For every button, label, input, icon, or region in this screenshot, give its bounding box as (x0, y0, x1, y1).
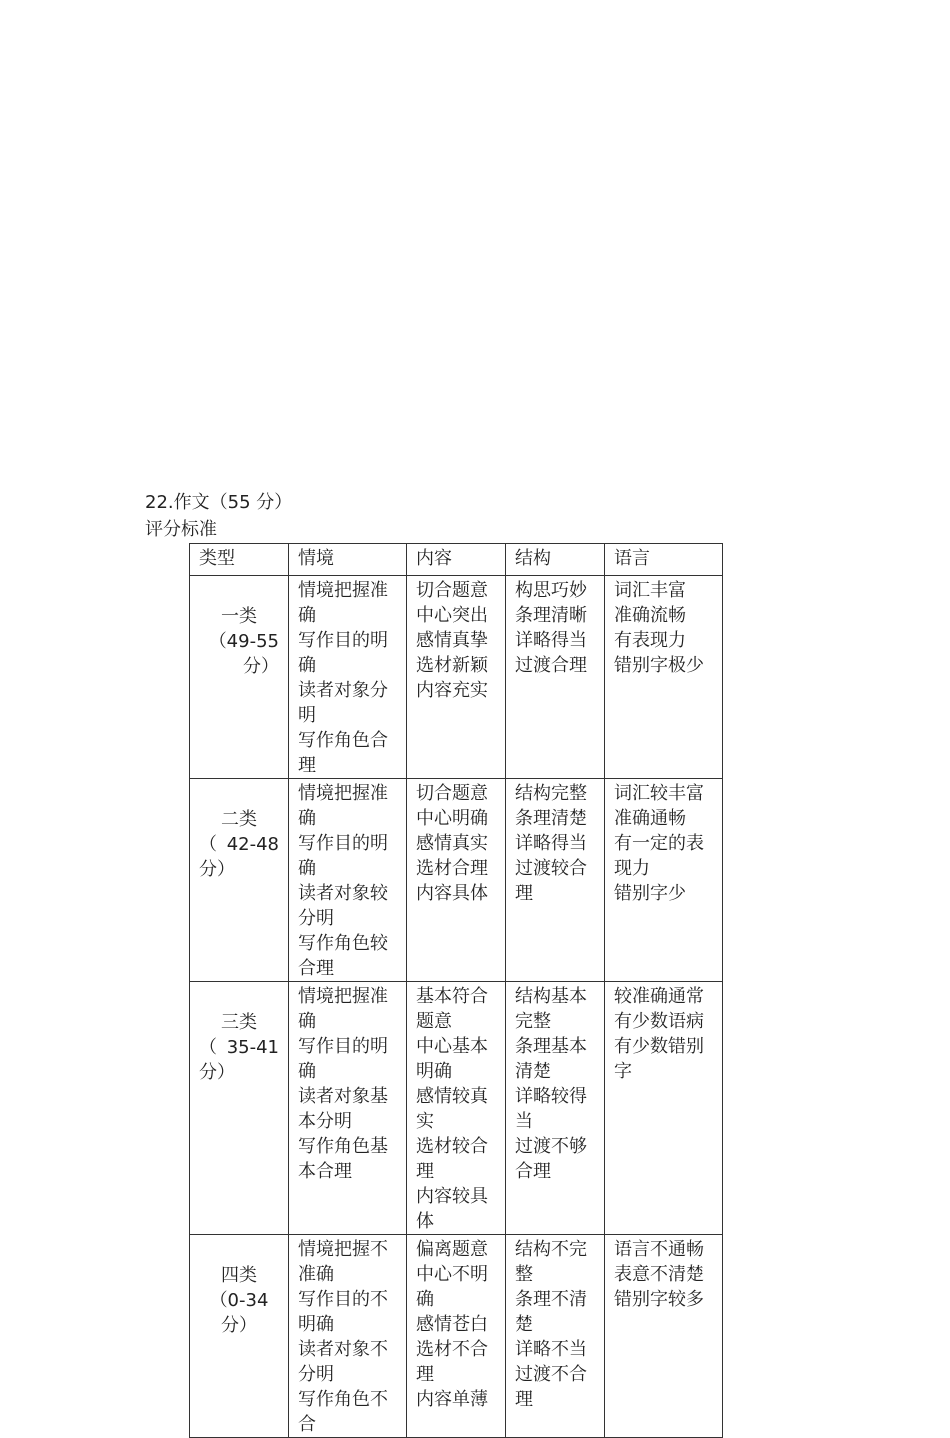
category-range-tail: 分） (199, 1062, 235, 1083)
language-criterion: 表意不清楚 (614, 1264, 704, 1285)
situation-criterion: 写作目的不明确 (298, 1289, 388, 1335)
language-criterion: 准确通畅 (614, 808, 686, 829)
content-criterion: 感情真实 (416, 833, 488, 854)
category-cell (190, 982, 289, 1235)
table-row (190, 779, 723, 982)
situation-criterion: 读者对象不分明 (298, 1339, 388, 1385)
language-criterion: 较准确通常 (614, 986, 704, 1007)
content-cell (407, 576, 506, 779)
structure-criterion: 详略得当 (515, 833, 587, 854)
structure-criterion: 过渡不够合理 (515, 1136, 587, 1182)
situation-cell (289, 982, 407, 1235)
structure-criterion: 详略得当 (515, 630, 587, 651)
content-criterion: 切合题意 (416, 783, 488, 804)
content-cell (407, 1235, 506, 1438)
situation-criterion: 写作角色基本合理 (298, 1136, 388, 1182)
category-range: （49-55 (208, 631, 279, 652)
situation-criterion: 写作目的明确 (298, 1036, 388, 1082)
header-cell-type: 类型 (190, 544, 289, 576)
situation-criterion: 读者对象分明 (298, 680, 388, 726)
category-name: 二类 (221, 809, 257, 830)
category-cell (190, 779, 289, 982)
situation-criterion: 读者对象较分明 (298, 883, 388, 929)
language-criterion: 有表现力 (614, 630, 686, 651)
language-criterion: 错别字少 (614, 883, 686, 904)
section-subtitle: 评分标准 (145, 519, 217, 540)
content-criterion: 内容具体 (416, 883, 488, 904)
situation-criterion: 写作角色不合 (298, 1389, 388, 1435)
table-header-row (190, 544, 723, 576)
content-criterion: 感情较真实 (416, 1086, 488, 1132)
content-criterion: 中心不明确 (416, 1264, 488, 1310)
scoring-table (189, 543, 723, 1438)
structure-criterion: 条理清楚 (515, 808, 587, 829)
language-criterion: 有少数语病 (614, 1011, 704, 1032)
structure-cell (506, 576, 605, 779)
content-criterion: 内容较具体 (416, 1186, 488, 1232)
situation-criterion: 写作目的明确 (298, 630, 388, 676)
language-criterion: 错别字较多 (614, 1289, 704, 1310)
category-range: （ 35-41 (199, 1037, 279, 1058)
content-criterion: 选材不合理 (416, 1339, 488, 1385)
content-criterion: 选材新颖 (416, 655, 488, 676)
structure-criterion: 结构不完整 (515, 1239, 587, 1285)
situation-criterion: 情境把握准确 (298, 986, 388, 1032)
structure-criterion: 过渡不合理 (515, 1364, 587, 1410)
table-row (190, 1235, 723, 1438)
situation-cell (289, 1235, 407, 1438)
structure-cell (506, 1235, 605, 1438)
structure-criterion: 结构完整 (515, 783, 587, 804)
situation-criterion: 读者对象基本分明 (298, 1086, 388, 1132)
situation-criterion: 写作角色合理 (298, 730, 388, 776)
structure-criterion: 构思巧妙 (515, 580, 587, 601)
structure-criterion: 过渡合理 (515, 655, 587, 676)
language-criterion: 准确流畅 (614, 605, 686, 626)
situation-cell (289, 779, 407, 982)
header-cell-structure: 结构 (506, 544, 605, 576)
header-cell-content: 内容 (407, 544, 506, 576)
category-range-tail: 分） (199, 859, 235, 880)
structure-cell (506, 982, 605, 1235)
category-name: 四类 (221, 1265, 257, 1286)
header-cell-situation: 情境 (289, 544, 407, 576)
content-criterion: 中心突出 (416, 605, 488, 626)
situation-criterion: 写作角色较合理 (298, 933, 388, 979)
page-title: 22.作文（55 分） (145, 492, 293, 513)
language-criterion: 有少数错别字 (614, 1036, 704, 1082)
content-cell (407, 779, 506, 982)
category-range-tail: 分） (243, 656, 279, 677)
structure-criterion: 过渡较合理 (515, 858, 587, 904)
content-criterion: 内容单薄 (416, 1389, 488, 1410)
content-criterion: 选材较合理 (416, 1136, 488, 1182)
language-criterion: 词汇丰富 (614, 580, 686, 601)
structure-criterion: 详略较得当 (515, 1086, 587, 1132)
content-criterion: 感情苍白 (416, 1314, 488, 1335)
content-criterion: 感情真挚 (416, 630, 488, 651)
structure-criterion: 条理不清楚 (515, 1289, 587, 1335)
content-criterion: 切合题意 (416, 580, 488, 601)
content-criterion: 中心基本明确 (416, 1036, 488, 1082)
content-criterion: 选材合理 (416, 858, 488, 879)
language-criterion: 有一定的表现力 (614, 833, 704, 879)
language-criterion: 错别字极少 (614, 655, 704, 676)
language-criterion: 语言不通畅 (614, 1239, 704, 1260)
content-cell (407, 982, 506, 1235)
language-cell (605, 982, 723, 1235)
category-range: （ 42-48 (199, 834, 279, 855)
structure-criterion: 结构基本完整 (515, 986, 587, 1032)
situation-criterion: 写作目的明确 (298, 833, 388, 879)
situation-criterion: 情境把握准确 (298, 580, 388, 626)
structure-criterion: 条理基本清楚 (515, 1036, 587, 1082)
language-criterion: 词汇较丰富 (614, 783, 704, 804)
category-cell (190, 576, 289, 779)
content-criterion: 基本符合题意 (416, 986, 488, 1032)
content-criterion: 偏离题意 (416, 1239, 488, 1260)
category-range: （0-34 分） (209, 1290, 269, 1336)
header-cell-language: 语言 (605, 544, 723, 576)
situation-cell (289, 576, 407, 779)
category-name: 一类 (221, 606, 257, 627)
category-name: 三类 (221, 1012, 257, 1033)
language-cell (605, 576, 723, 779)
table-row (190, 982, 723, 1235)
structure-cell (506, 779, 605, 982)
table-row (190, 576, 723, 779)
language-cell (605, 779, 723, 982)
content-criterion: 中心明确 (416, 808, 488, 829)
situation-criterion: 情境把握不准确 (298, 1239, 388, 1285)
category-cell (190, 1235, 289, 1438)
content-criterion: 内容充实 (416, 680, 488, 701)
situation-criterion: 情境把握准确 (298, 783, 388, 829)
structure-criterion: 详略不当 (515, 1339, 587, 1360)
language-cell (605, 1235, 723, 1438)
structure-criterion: 条理清晰 (515, 605, 587, 626)
